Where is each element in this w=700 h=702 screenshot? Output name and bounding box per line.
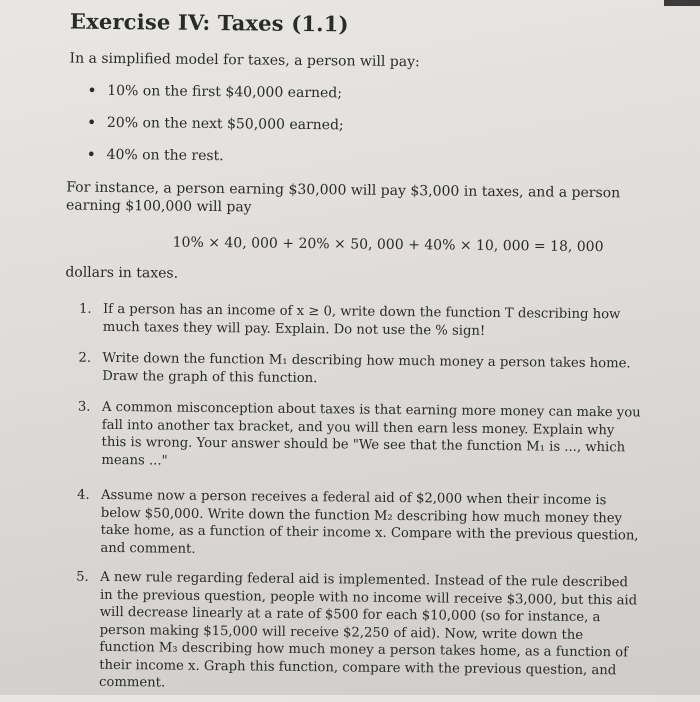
tax-equation: 10% × 40, 000 + 20% × 50, 000 + 40% × 10, 000 = 18, 000	[172, 234, 604, 256]
list-item: • 20% on the next $50,000 earned;	[86, 112, 344, 134]
question-item	[75, 569, 641, 697]
example-paragraph: For instance, a person earning $30,000 will pay $3,000 in taxes, and a person earning $100,000 will pay	[65, 179, 621, 216]
bullet-icon: •	[86, 144, 97, 164]
question-number: 2.	[78, 350, 92, 366]
list-item: • 40% on the rest.	[86, 144, 224, 165]
question-number: 1.	[78, 301, 92, 317]
question-text: Assume now a person receives a federal aid of $2,000 when their income is below $50,000. Write down the function M₂ describing how much money they take home, as a function of their income x. Compare with the previous question, and comment.	[100, 487, 639, 557]
question-number: 4.	[76, 487, 90, 503]
question-text: Write down the function M₁ describing how much money a person takes home. Draw the graph of this function.	[102, 350, 631, 386]
question-item	[78, 350, 643, 391]
photo-edge-shadow	[664, 0, 700, 6]
bullet-icon: •	[86, 112, 97, 132]
question-text: If a person has an income of x ≥ 0, write down the function T describing how much taxes they will pay. Explain. Do not use the % sign!	[102, 301, 621, 339]
question-item	[77, 399, 643, 475]
question-list	[75, 301, 644, 697]
question-text: A common misconception about taxes is that earning more money can make you fall into another tax bracket, and you will then earn less money. Explain why this is wrong. Your answer should be "We see that the function M₁ is ..., which means ..."	[101, 399, 641, 469]
question-item	[79, 301, 644, 342]
question-number: 3.	[77, 399, 91, 415]
tax-rate-list	[86, 80, 344, 182]
question-text: A new rule regarding federal aid is implemented. Instead of the rule described in the previous question, people with no income will receive $3,000, but this aid will decrease linearly at a rate of $500 for each $10,000 (so for instance, a person making $15,000 will receive $2,250 of aid). Now, write down the function M₃ describing how much money a person takes home, as a function of their income x. Graph this function, compare with the previous question, and comment.	[98, 569, 638, 691]
dollars-text: dollars in taxes.	[65, 264, 179, 282]
intro-text: In a simplified model for taxes, a person will pay:	[69, 50, 420, 71]
bullet-icon: •	[87, 80, 97, 100]
question-number: 5.	[76, 569, 89, 585]
page-title: Exercise IV: Taxes (1.1)	[69, 8, 349, 37]
list-item: • 10% on the first $40,000 earned;	[87, 80, 343, 102]
question-item	[76, 487, 642, 563]
